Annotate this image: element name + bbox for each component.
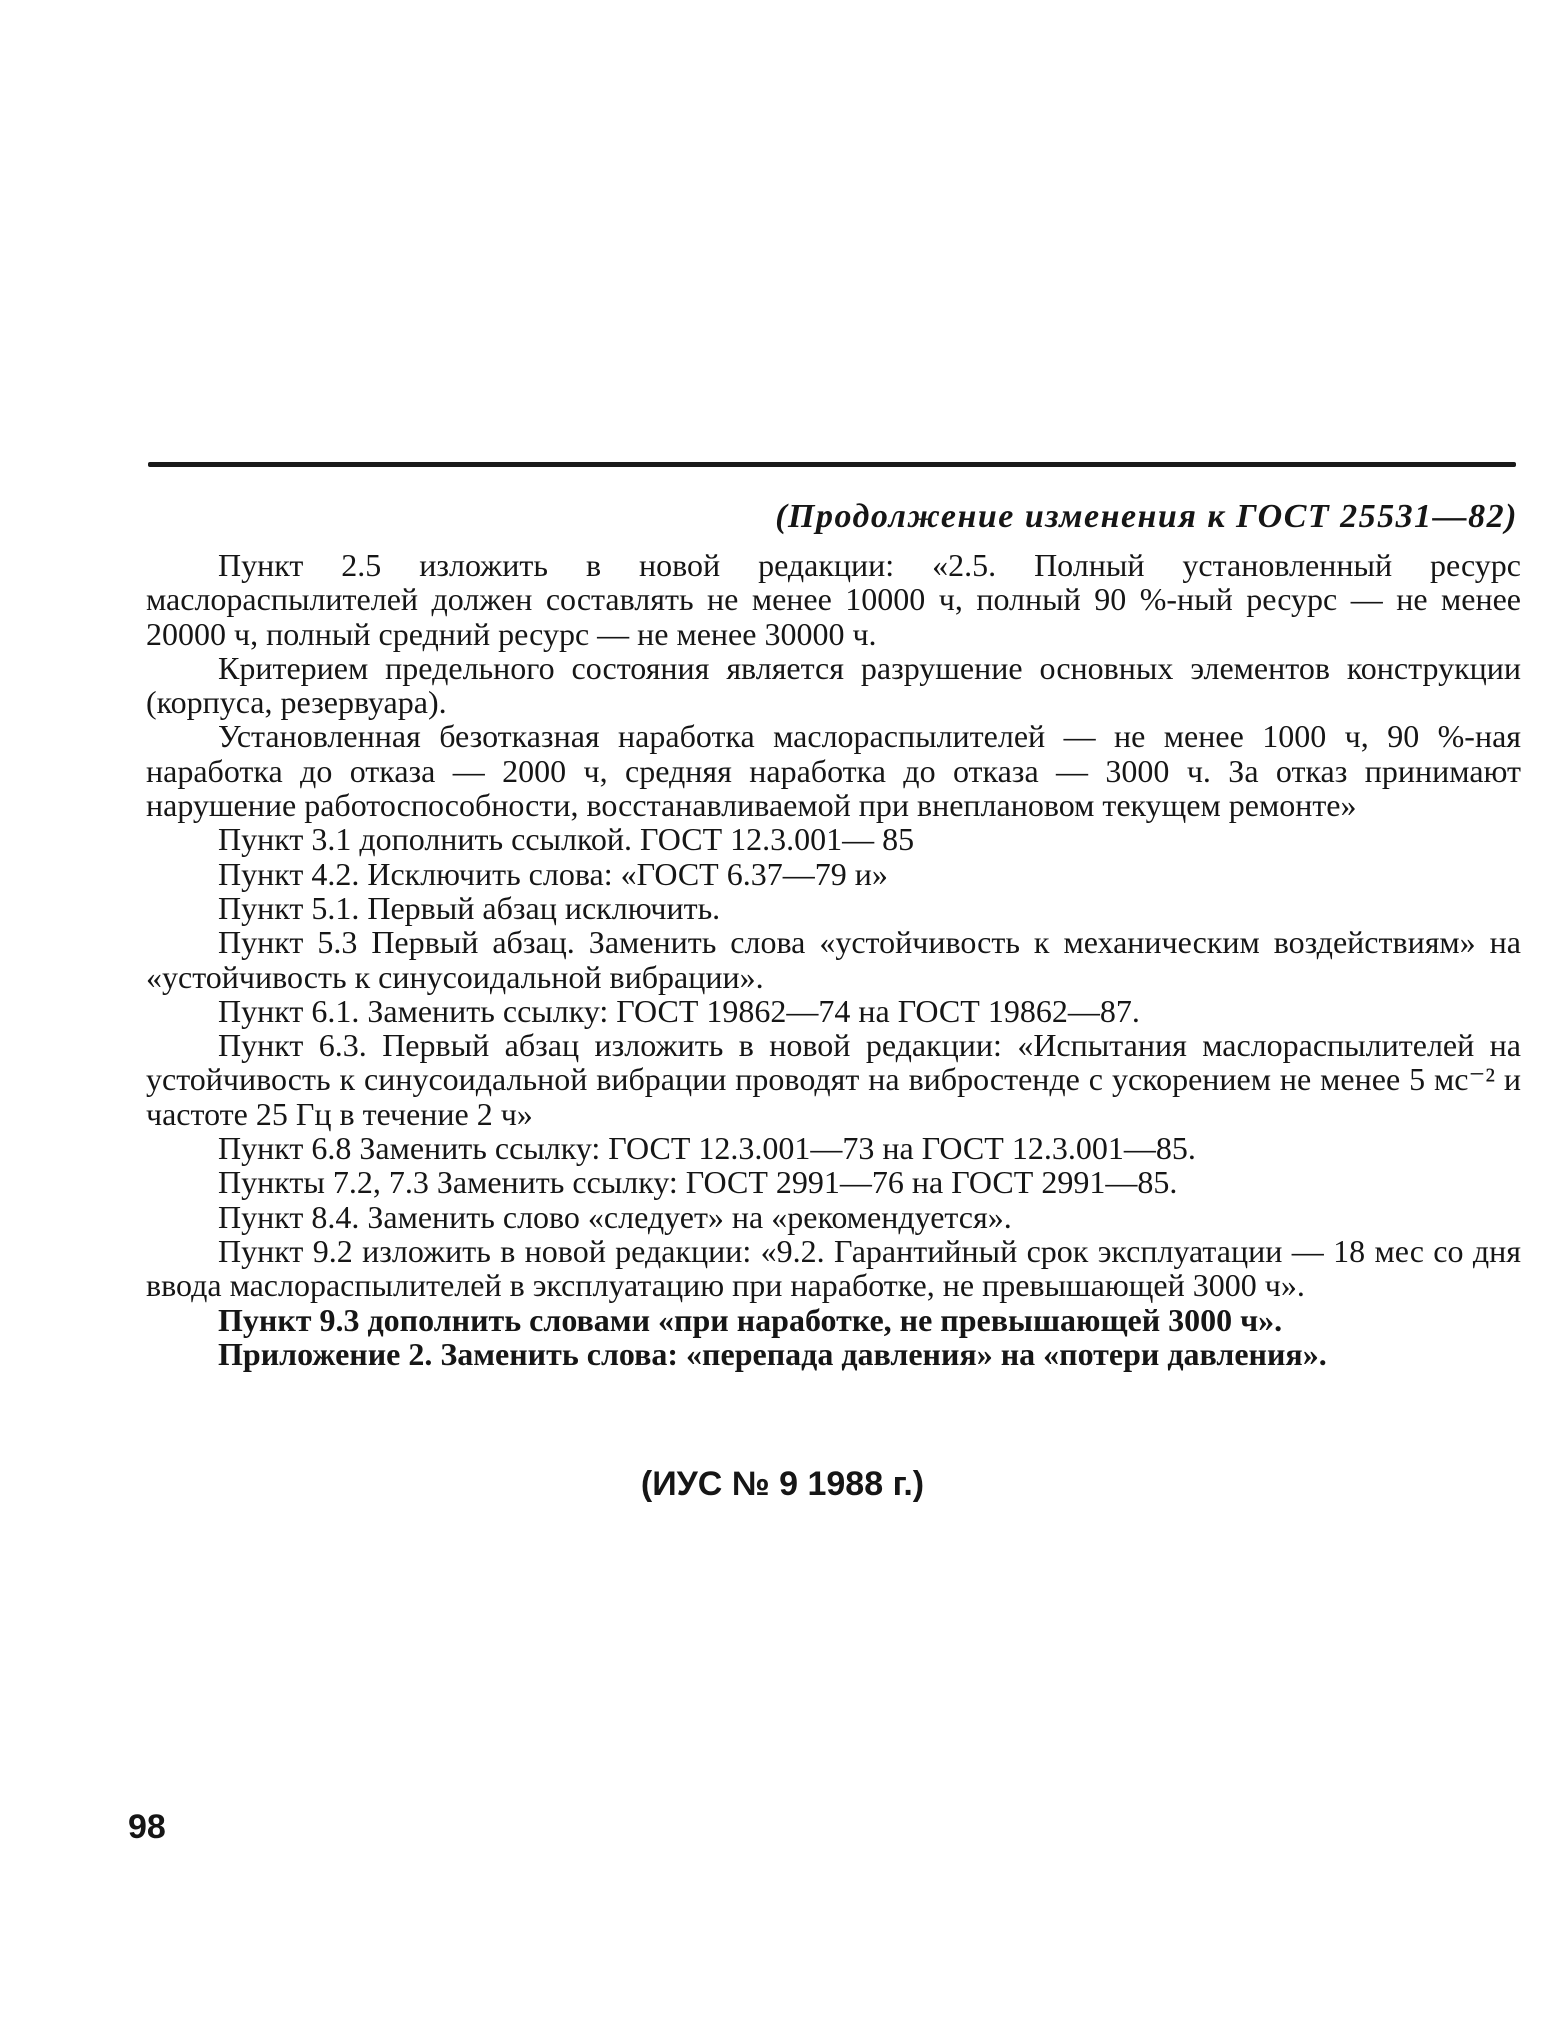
paragraph-5-3: Пункт 5.3 Первый абзац. Заменить слова «устойчивость к механическим воздействиям» на «устойчивость к синусоидальной вибрации».	[146, 924, 1521, 995]
paragraph-9-3: Пункт 9.3 дополнить словами «при наработке, не превышающей 3000 ч».	[218, 1301, 1283, 1338]
paragraph-3-1: Пункт 3.1 дополнить ссылкой. ГОСТ 12.3.001— 85	[218, 821, 915, 858]
amendment-text	[146, 548, 1521, 1371]
paragraph-5-1: Пункт 5.1. Первый абзац исключить.	[218, 889, 721, 926]
ius-reference: (ИУС № 9 1988 г.)	[640, 1465, 925, 1503]
paragraph-6-8: Пункт 6.8 Заменить ссылку: ГОСТ 12.3.001—73 на ГОСТ 12.3.001—85.	[218, 1130, 1196, 1167]
paragraph-criterion: Критерием предельного состояния является разрушение основных элементов конструкции (корпуса, резервуара).	[146, 649, 1521, 721]
paragraph-9-2: Пункт 9.2 изложить в новой редакции: «9.2. Гарантийный срок эксплуатации — 18 мес со дня ввода маслораспылителей в эксплуатацию при наработке, не превышающей 3000 ч».	[146, 1232, 1521, 1304]
paragraph-6-1: Пункт 6.1. Заменить ссылку: ГОСТ 19862—74 на ГОСТ 19862—87.	[218, 992, 1140, 1029]
continuation-heading: (Продолжение изменения к ГОСТ 25531—82)	[775, 498, 1518, 535]
paragraph-appendix-2: Приложение 2. Заменить слова: «перепада давления» на «потери давления».	[218, 1335, 1327, 1372]
paragraph-mtbf: Установленная безотказная наработка маслораспылителей — не менее 1000 ч, 90 %-ная наработка до отказа — 2000 ч, средняя наработка до отказа — 3000 ч. За отказ принимают нарушение работоспособности, восстанавливаемой при внеплановом текущем ремонте»	[146, 718, 1521, 824]
page-number: 98	[128, 1808, 166, 1846]
header-rule	[148, 462, 1516, 467]
paragraph-8-4: Пункт 8.4. Заменить слово «следует» на «рекомендуется».	[218, 1198, 1012, 1235]
paragraph-2-5: Пункт 2.5 изложить в новой редакции: «2.5. Полный установленный ресурс маслораспылителей должен составлять не менее 10000 ч, полный 90 %-ный ресурс — не менее 20000 ч, полный средний ресурс — не менее 30000 ч.	[146, 547, 1521, 652]
paragraph-6-3: Пункт 6.3. Первый абзац изложить в новой редакции: «Испытания маслораспылителей на устойчивость к синусоидальной вибрации проводят на вибростенде с ускорением не менее 5 мс⁻² и частоте 25 Гц в течение 2 ч»	[146, 1027, 1521, 1132]
paragraph-4-2: Пункт 4.2. Исключить слова: «ГОСТ 6.37—79 и»	[218, 855, 888, 892]
paragraph-7-2-7-3: Пункты 7.2, 7.3 Заменить ссылку: ГОСТ 2991—76 на ГОСТ 2991—85.	[218, 1164, 1178, 1201]
